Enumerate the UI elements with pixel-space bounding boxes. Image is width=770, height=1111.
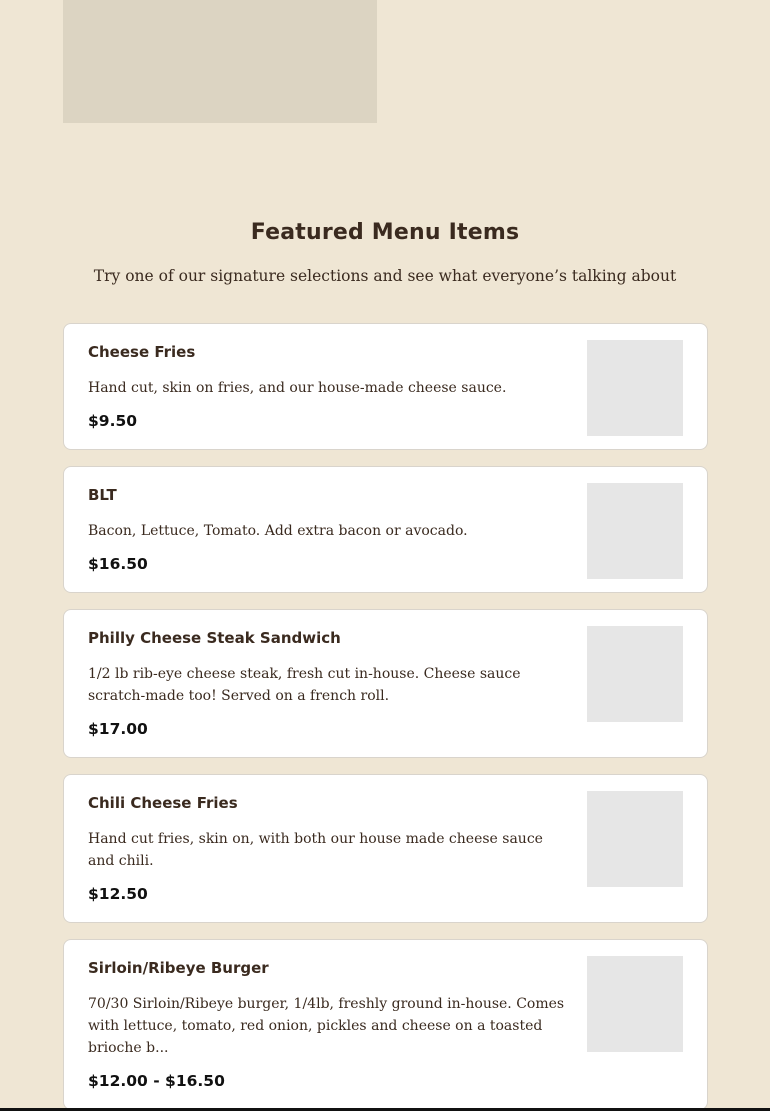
menu-item-description: 70/30 Sirloin/Ribeye burger, 1/4lb, freshly ground in-house. Comes with lettuce, tomato, red onion, pickles and cheese on a toasted brioche b...: [88, 996, 565, 1056]
menu-item-image: [587, 626, 683, 722]
menu-item-image: [587, 340, 683, 436]
menu-item-price: $12.00 - $16.50: [88, 1072, 225, 1090]
hero-image: [63, 0, 377, 123]
featured-menu-list: [63, 323, 708, 1111]
menu-item-name: Philly Cheese Steak Sandwich: [88, 629, 341, 647]
menu-item-description: Hand cut, skin on fries, and our house-made cheese sauce.: [88, 380, 507, 396]
menu-item-image: [587, 791, 683, 887]
menu-item-description: 1/2 lb rib-eye cheese steak, fresh cut in-house. Cheese sauce scratch-made too! Served on a french roll.: [88, 666, 521, 704]
menu-item-name: Sirloin/Ribeye Burger: [88, 959, 269, 977]
menu-item-description: Bacon, Lettuce, Tomato. Add extra bacon or avocado.: [88, 523, 468, 539]
menu-item-name: Chili Cheese Fries: [88, 794, 238, 812]
menu-item-price: $12.50: [88, 885, 148, 903]
menu-item-card[interactable]: [63, 774, 708, 923]
menu-item-card[interactable]: [63, 939, 708, 1110]
menu-item-image: [587, 483, 683, 579]
section-title: Featured Menu Items: [250, 220, 520, 245]
section-subtitle: Try one of our signature selections and see what everyone’s talking about: [93, 267, 677, 285]
menu-item-price: $16.50: [88, 555, 148, 573]
menu-item-card[interactable]: [63, 609, 708, 758]
menu-item-name: Cheese Fries: [88, 343, 196, 361]
menu-item-card[interactable]: [63, 323, 708, 450]
menu-item-price: $9.50: [88, 412, 138, 430]
menu-item-name: BLT: [88, 486, 117, 504]
menu-item-price: $17.00: [88, 720, 148, 738]
menu-item-description: Hand cut fries, skin on, with both our house made cheese sauce and chili.: [88, 831, 543, 869]
menu-item-image: [587, 956, 683, 1052]
menu-item-card[interactable]: [63, 466, 708, 593]
